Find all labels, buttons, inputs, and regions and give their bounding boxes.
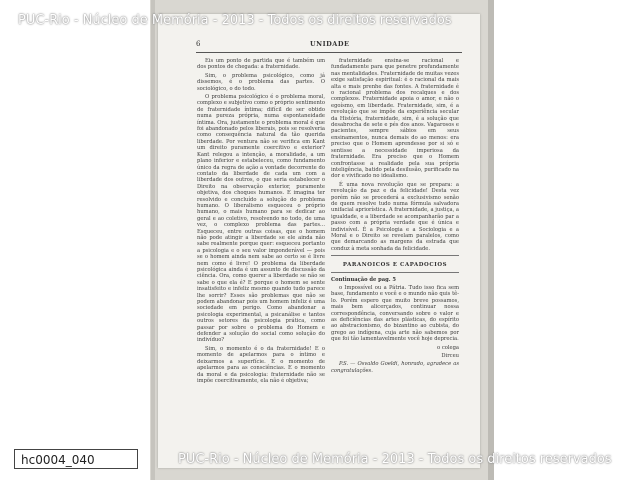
- watermark-top: PUC-Rio - Núcleo de Memória - 2013 - Todos os direitos reservados: [18, 13, 452, 28]
- paragraph: Eis um ponto de partida que é também um dos pontos de chegada: a fraternidade.: [197, 58, 325, 71]
- signature: Dirceu: [441, 353, 459, 360]
- watermark-bottom: PUC-Rio - Núcleo de Memória - 2013 - Todos os direitos reservados: [178, 452, 612, 467]
- continuation-label: Continuação de pag. 5: [331, 276, 396, 283]
- section-subheading: PARANOICOS E CAPADOCIOS: [342, 262, 448, 269]
- page-header: [196, 40, 462, 52]
- right-column: [331, 58, 459, 376]
- paragraph: Sim, o problema psicológico, como já dissemos, é o problema das partes. O sociológico, o do todo.: [197, 72, 325, 92]
- section-rule: [331, 272, 459, 273]
- left-column: [197, 58, 325, 386]
- page-number: 6: [196, 40, 201, 48]
- paragraph: fraternidade ensina-se racional e fundadamente para que penetre profundamente nas mentalidades. Fraternidade de muitas vezes exige satisfação espiritual: é o racional da mais alta e mais prenhe das fontes. A fraternidade é o racional problema dos recalques e dos complexos. Fraternidade apoia o amor, e não o egoísmo, em liberdade. Fraternidade, sim, é a revolução que se impõe da experiência secular da História, fraternidade, sim, é a solução que desabrocha de sete e pés dos anos. Vagarosos e pacientes, sempre sábios em seus ensinamentos, nunca demais do ao menos: era preciso que o Homem aprendesse por si só e sentisse a necessidade imperiosa da fraternidade. Era preciso que o Homem confrontasse a realidade pela sua própria inteligência, batido pela desilusão, purificado na dor e vivificado no idealismo.: [331, 58, 459, 180]
- paragraph: Sim, o momento é o da fraternidade! E o momento de apelarmos para o íntimo e deixarmos a superfície. E o momento de apelarmos para as consciências. E o momento da moral e da psicologia: fraternidade não se impõe coercitivamente, ela não é objetiva;: [197, 345, 325, 384]
- closing-text: o colega: [437, 344, 459, 351]
- section-rule: [331, 255, 459, 256]
- paragraph: É uma nova revolução que se prepara: a revolução da paz e da felicidade! Desta vez porém não se procederá a exclusivismo senão de quem resolve tudo numa fórmula salvadora unifacial apriorística. A fraternidade, a justiça, a igualdade, e a liberdade se acompanharão par a passo com a própria verdade que é única e indivisível. É a Psicologia e a Sociologia e a Moral e o Direito se revelam paralelos, como que demarcando as margens da estrada que conduz à meta sonhada da felicidade.: [331, 181, 459, 252]
- paragraph: o Impossível ou a Pátria. Tudo isso fica sem base, fundamento e você e o mundo não quis tê-lo. Porém espero que muito breve possamos, mais bem alicerçados, continuar nossa correspondência, conversando sobre o valor e as deficiências das artes plásticas, do espírito ao abstracionismo, do bizantino ao cubista, do grego ao indígena, cuja arte não sabemos por que foi tão lamentavelmente você hoje deprecia.: [331, 285, 459, 343]
- journal-title: UNIDADE: [310, 40, 350, 48]
- scan-shadow: [488, 0, 494, 480]
- scan-edge: [151, 0, 155, 480]
- header-rule: [196, 52, 462, 53]
- paragraph: O problema psicológico é o problema moral, complexo e subjetivo como o próprio sentimento de fraternidade íntima; difícil de ser obtido numa pureza própria, numa espontaneidade íntima. Ora, justamente o problema moral é que foi abandonado pelos liberais, pois se resolveria como consequência natural da tão querida liberdade. Por ventura não se verifica em Kant um direito puramente coercitivo e exterior? Kant relegou a intenção, a moralidade, a um plano inferior e estabeleceu, como fundamento único da regra de ação a vontade decorrente do contato da liberdade de cada um com a liberdade dos outros, o que seria estabelecer o Direito na observação exterior, puramente objetiva, dos choques humanos. E imagina ter resolvido e concluído a solução do problema humano. O liberalismo esqueceu o próprio humano, o mais humano para se dedicar ao geral e ao coletivo, resolvendo no todo, de uma vez, o complexo problema das partes... Esqueceu, entre outras coisas, que o homem não pode atingir a liberdade se ele ainda não sabe realmente porque quer: esqueceu portanto a psicologia e o seu valor imponderável — pois se o homem ainda nem sabe ao certo se é livre nem como é livre! O problema da liberdade psicológica ainda é um assunto de discussão da ciência. Ora, como querer a liberdade se não se sabe o que ela é? E porque o homem se sente insatisfeito e infeliz mesmo quando tudo parece lhe sorrir? Esses são problemas que não se podem abandonar pois um homem infeliz é uma sociedade em perigo. Como abandonar a psicologia experimental, a psicanálise e tantos outros setores da psicologia prática, como passar por sobre o problema do Homem e defender a solução do social como solução do indivíduo?: [197, 94, 325, 344]
- postscript: P.S. — Osvaldo Goeldi, honrado, agradece as congratulações.: [331, 361, 459, 374]
- document-id-label: hc0004_040: [14, 449, 138, 469]
